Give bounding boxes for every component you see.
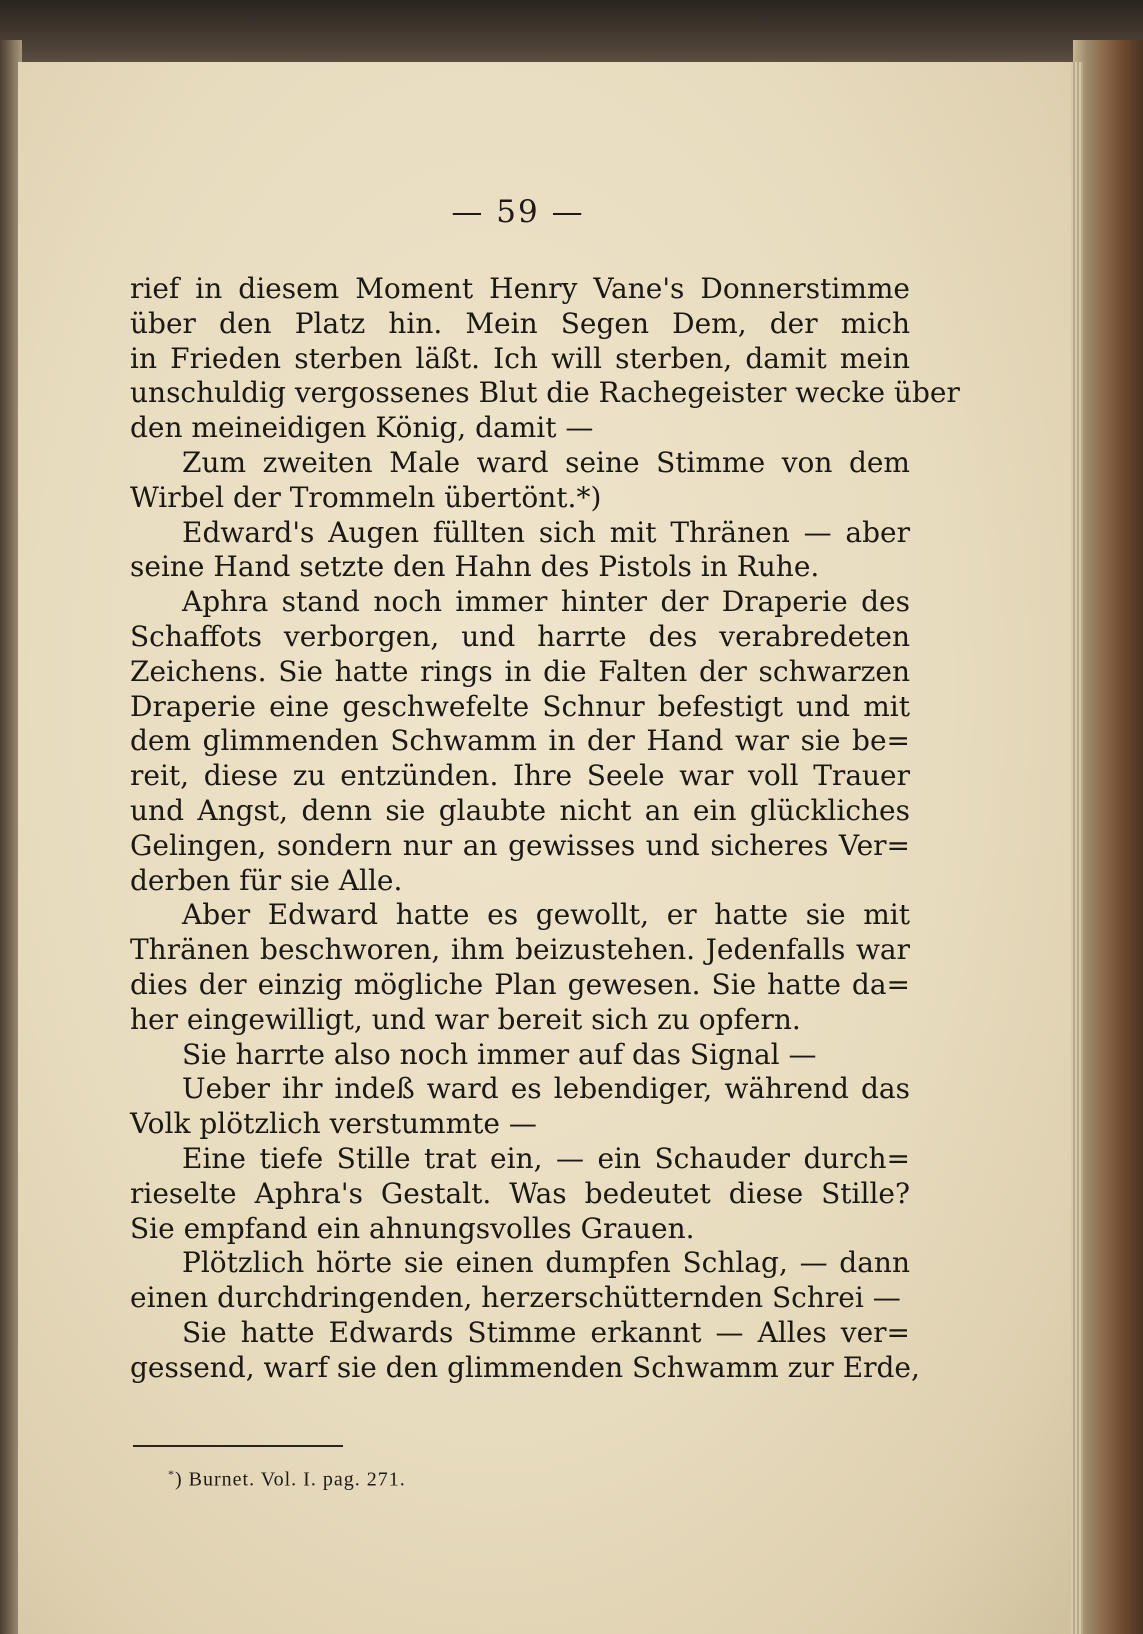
footnote-text: ) Burnet. Vol. I. pag. 271. bbox=[175, 1468, 406, 1491]
text-line: Sie harrte also noch immer auf das Signal — bbox=[182, 1037, 817, 1071]
book-cover-edge bbox=[1073, 40, 1143, 1634]
text-line: und Angst, denn sie glaubte nicht an ein glückliches bbox=[130, 793, 910, 827]
page-number: — 59 — bbox=[451, 194, 585, 230]
footnote bbox=[168, 1467, 406, 1492]
text-line: dem glimmenden Schwamm in der Hand war sie be= bbox=[130, 724, 910, 758]
text-line: Zum zweiten Male ward seine Stimme von dem bbox=[182, 445, 910, 479]
text-line: Gelingen, sondern nur an gewisses und sicheres Ver= bbox=[130, 828, 910, 862]
text-line: Sie hatte Edwards Stimme erkannt — Alles ver= bbox=[182, 1315, 910, 1349]
text-line: Ueber ihr indeß ward es lebendiger, während das bbox=[182, 1072, 910, 1106]
text-line: rief in diesem Moment Henry Vane's Donnerstimme bbox=[130, 272, 910, 305]
text-line: über den Platz hin. Mein Segen Dem, der mich bbox=[130, 306, 910, 340]
text-line: Schaffots verborgen, und harrte des verabredeten bbox=[130, 619, 910, 653]
text-line: reit, diese zu entzünden. Ihre Seele war voll Trauer bbox=[130, 759, 910, 793]
text-line: Wirbel der Trommeln übertönt.*) bbox=[130, 480, 602, 514]
footnote-rule bbox=[133, 1445, 343, 1447]
text-line: den meineidigen König, damit — bbox=[130, 411, 594, 445]
footnote-marker: * bbox=[168, 1467, 175, 1481]
text-line: seine Hand setzte den Hahn des Pistols in Ruhe. bbox=[130, 550, 820, 584]
text-line: Zeichens. Sie hatte rings in die Falten der schwarzen bbox=[130, 654, 910, 688]
text-line: dies der einzig mögliche Plan gewesen. Sie hatte da= bbox=[130, 967, 910, 1001]
text-line: Volk plötzlich verstummte — bbox=[130, 1107, 537, 1141]
text-line: Edward's Augen füllten sich mit Thränen — aber bbox=[182, 515, 910, 549]
body-text bbox=[130, 272, 960, 1386]
text-line: Eine tiefe Stille trat ein, — ein Schauder durch= bbox=[182, 1141, 910, 1175]
book-page bbox=[18, 62, 1071, 1634]
text-line: Aphra stand noch immer hinter der Draperie des bbox=[182, 585, 910, 619]
text-line: Sie empfand ein ahnungsvolles Grauen. bbox=[130, 1211, 695, 1245]
text-line: einen durchdringenden, herzerschütternden Schrei — bbox=[130, 1281, 901, 1315]
text-line: her eingewilligt, und war bereit sich zu opfern. bbox=[130, 1002, 801, 1036]
text-line: rieselte Aphra's Gestalt. Was bedeutet diese Stille? bbox=[130, 1176, 910, 1210]
book-top-edge bbox=[0, 0, 1143, 62]
text-line: Aber Edward hatte es gewollt, er hatte sie mit bbox=[182, 898, 910, 932]
text-line: Plötzlich hörte sie einen dumpfen Schlag, — dann bbox=[182, 1246, 910, 1280]
text-line: Draperie eine geschwefelte Schnur befestigt und mit bbox=[130, 689, 910, 723]
text-line: unschuldig vergossenes Blut die Rachegeister wecke über bbox=[130, 376, 960, 410]
text-line: in Frieden sterben läßt. Ich will sterben, damit mein bbox=[130, 341, 910, 375]
text-line: gessend, warf sie den glimmenden Schwamm zur Erde, bbox=[130, 1350, 920, 1384]
text-line: Thränen beschworen, ihm beizustehen. Jedenfalls war bbox=[130, 933, 910, 967]
text-line: derben für sie Alle. bbox=[130, 863, 403, 897]
